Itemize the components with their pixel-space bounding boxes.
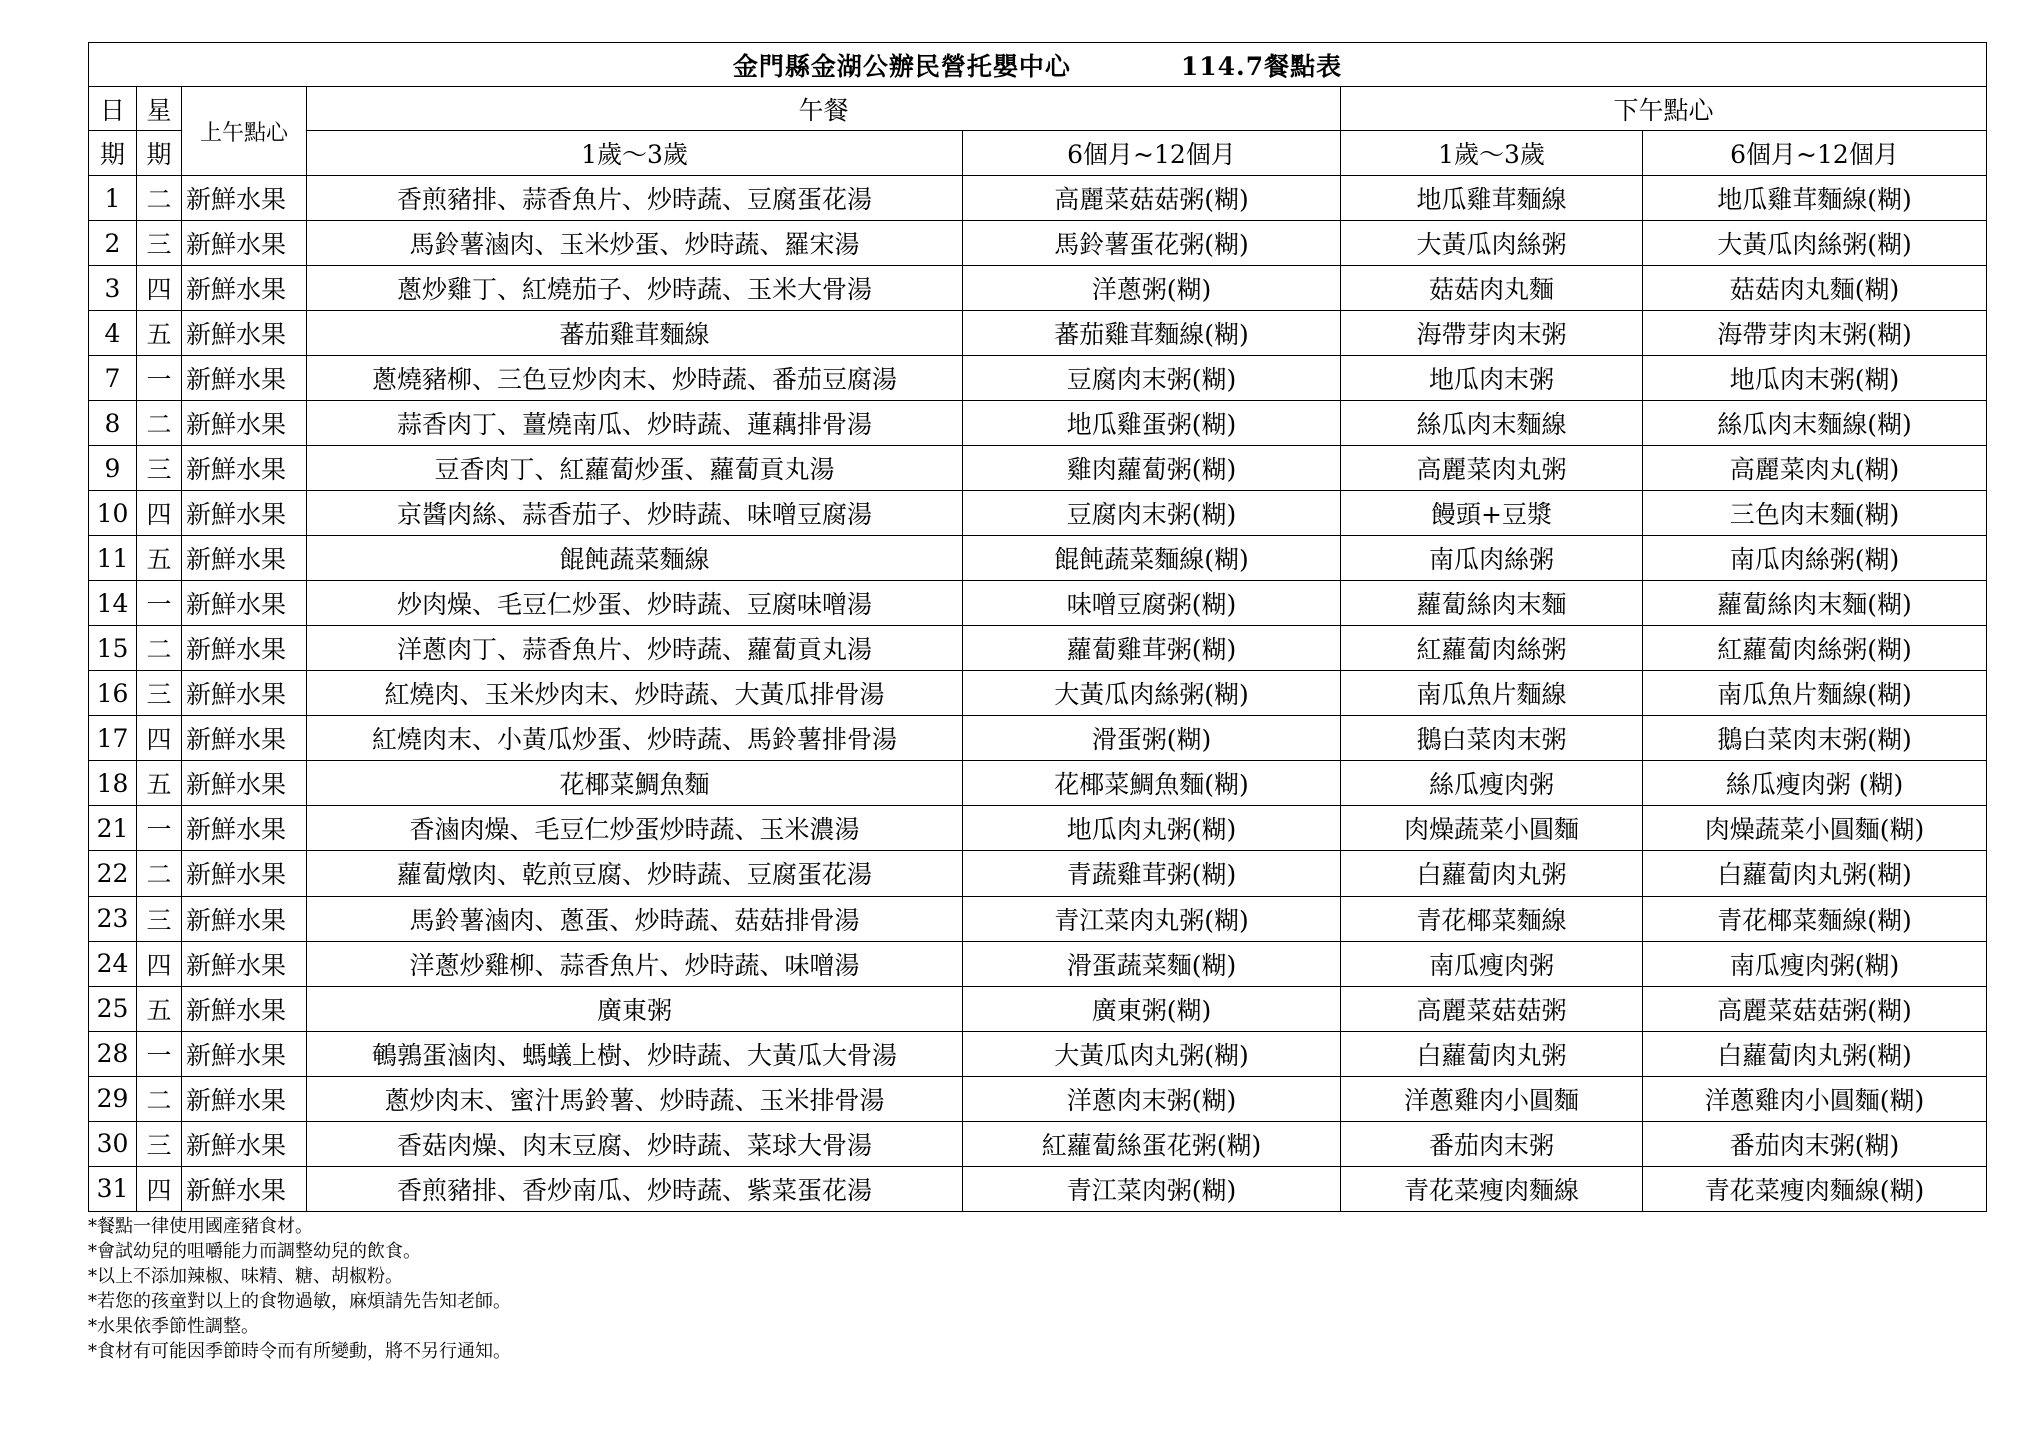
snack-1-3-cell: 蘿蔔絲肉末麵 [1341, 581, 1643, 626]
lunch-header: 午餐 [307, 87, 1341, 131]
lunch-6-12-cell: 洋蔥肉末粥(糊) [963, 1076, 1341, 1121]
day-header-bottom: 期 [89, 131, 137, 176]
snack-1-3-cell: 地瓜雞茸麵線 [1341, 176, 1643, 221]
morning-snack-cell: 新鮮水果 [182, 941, 307, 986]
lunch-1-3-cell: 廣東粥 [307, 986, 963, 1031]
day-cell: 18 [89, 761, 137, 806]
morning-snack-cell: 新鮮水果 [182, 491, 307, 536]
weekday-cell: 四 [137, 941, 182, 986]
lunch-age-1-3-header: 1歲～3歲 [307, 131, 963, 176]
table-row [89, 311, 1987, 356]
day-cell: 9 [89, 446, 137, 491]
weekday-cell: 四 [137, 266, 182, 311]
lunch-6-12-cell: 青江菜肉粥(糊) [963, 1166, 1341, 1211]
morning-snack-cell: 新鮮水果 [182, 986, 307, 1031]
weekday-cell: 三 [137, 221, 182, 266]
snack-6-12-cell: 白蘿蔔肉丸粥(糊) [1643, 851, 1987, 896]
lunch-6-12-cell: 馬鈴薯蛋花粥(糊) [963, 221, 1341, 266]
snack-6-12-cell: 蘿蔔絲肉末麵(糊) [1643, 581, 1987, 626]
lunch-age-6-12-header: 6個月~12個月 [963, 131, 1341, 176]
snack-1-3-cell: 青花菜瘦肉麵線 [1341, 1166, 1643, 1211]
snack-6-12-cell: 海帶芽肉末粥(糊) [1643, 311, 1987, 356]
day-cell: 11 [89, 536, 137, 581]
lunch-1-3-cell: 豆香肉丁、紅蘿蔔炒蛋、蘿蔔貢丸湯 [307, 446, 963, 491]
lunch-6-12-cell: 大黃瓜肉丸粥(糊) [963, 1031, 1341, 1076]
day-cell: 10 [89, 491, 137, 536]
weekday-cell: 一 [137, 581, 182, 626]
lunch-6-12-cell: 雞肉蘿蔔粥(糊) [963, 446, 1341, 491]
table-row [89, 941, 1987, 986]
snack-6-12-cell: 肉燥蔬菜小圓麵(糊) [1643, 806, 1987, 851]
snack-age-6-12-header: 6個月~12個月 [1643, 131, 1987, 176]
lunch-1-3-cell: 餛飩蔬菜麵線 [307, 536, 963, 581]
morning-snack-cell: 新鮮水果 [182, 176, 307, 221]
table-row [89, 491, 1987, 536]
morning-snack-cell: 新鮮水果 [182, 716, 307, 761]
table-row [89, 626, 1987, 671]
morning-snack-cell: 新鮮水果 [182, 311, 307, 356]
morning-snack-cell: 新鮮水果 [182, 671, 307, 716]
snack-1-3-cell: 菇菇肉丸麵 [1341, 266, 1643, 311]
day-cell: 15 [89, 626, 137, 671]
weekday-cell: 二 [137, 851, 182, 896]
lunch-6-12-cell: 青蔬雞茸粥(糊) [963, 851, 1341, 896]
table-row [89, 1076, 1987, 1121]
snack-1-3-cell: 南瓜魚片麵線 [1341, 671, 1643, 716]
meal-rows [89, 176, 1987, 1212]
snack-1-3-cell: 地瓜肉末粥 [1341, 356, 1643, 401]
day-cell: 17 [89, 716, 137, 761]
morning-snack-cell: 新鮮水果 [182, 536, 307, 581]
morning-snack-cell: 新鮮水果 [182, 266, 307, 311]
table-row [89, 176, 1987, 221]
lunch-6-12-cell: 花椰菜鯛魚麵(糊) [963, 761, 1341, 806]
table-row [89, 1166, 1987, 1211]
snack-1-3-cell: 洋蔥雞肉小圓麵 [1341, 1076, 1643, 1121]
weekday-cell: 二 [137, 176, 182, 221]
lunch-1-3-cell: 紅燒肉、玉米炒肉末、炒時蔬、大黃瓜排骨湯 [307, 671, 963, 716]
morning-snack-cell: 新鮮水果 [182, 761, 307, 806]
snack-1-3-cell: 肉燥蔬菜小圓麵 [1341, 806, 1643, 851]
day-cell: 29 [89, 1076, 137, 1121]
snack-6-12-cell: 菇菇肉丸麵(糊) [1643, 266, 1987, 311]
snack-6-12-cell: 南瓜魚片麵線(糊) [1643, 671, 1987, 716]
lunch-1-3-cell: 紅燒肉末、小黃瓜炒蛋、炒時蔬、馬鈴薯排骨湯 [307, 716, 963, 761]
meal-schedule-table [88, 42, 1987, 1212]
snack-1-3-cell: 絲瓜瘦肉粥 [1341, 761, 1643, 806]
day-cell: 16 [89, 671, 137, 716]
morning-snack-cell: 新鮮水果 [182, 1166, 307, 1211]
lunch-6-12-cell: 地瓜雞蛋粥(糊) [963, 401, 1341, 446]
weekday-cell: 四 [137, 716, 182, 761]
morning-snack-cell: 新鮮水果 [182, 581, 307, 626]
lunch-6-12-cell: 青江菜肉丸粥(糊) [963, 896, 1341, 941]
lunch-1-3-cell: 蒜香肉丁、薑燒南瓜、炒時蔬、蓮藕排骨湯 [307, 401, 963, 446]
lunch-1-3-cell: 香煎豬排、香炒南瓜、炒時蔬、紫菜蛋花湯 [307, 1166, 963, 1211]
lunch-6-12-cell: 蘿蔔雞茸粥(糊) [963, 626, 1341, 671]
snack-1-3-cell: 饅頭+豆漿 [1341, 491, 1643, 536]
note-item: *食材有可能因季節時令而有所變動，將不另行通知。 [88, 1341, 511, 1362]
day-cell: 4 [89, 311, 137, 356]
table-row [89, 761, 1987, 806]
day-cell: 24 [89, 941, 137, 986]
snack-1-3-cell: 紅蘿蔔肉絲粥 [1341, 626, 1643, 671]
snack-6-12-cell: 南瓜瘦肉粥(糊) [1643, 941, 1987, 986]
weekday-cell: 二 [137, 401, 182, 446]
menu-period: 114.7餐點表 [1180, 51, 1343, 81]
lunch-1-3-cell: 蘿蔔燉肉、乾煎豆腐、炒時蔬、豆腐蛋花湯 [307, 851, 963, 896]
snack-6-12-cell: 南瓜肉絲粥(糊) [1643, 536, 1987, 581]
note-item: *水果依季節性調整。 [88, 1316, 259, 1337]
morning-snack-cell: 新鮮水果 [182, 446, 307, 491]
snack-6-12-cell: 地瓜雞茸麵線(糊) [1643, 176, 1987, 221]
morning-snack-cell: 新鮮水果 [182, 1121, 307, 1166]
lunch-1-3-cell: 京醬肉絲、蒜香茄子、炒時蔬、味噌豆腐湯 [307, 491, 963, 536]
table-title [89, 43, 1987, 87]
weekday-cell: 三 [137, 896, 182, 941]
snack-6-12-cell: 三色肉末麵(糊) [1643, 491, 1987, 536]
weekday-cell: 一 [137, 356, 182, 401]
table-row [89, 446, 1987, 491]
lunch-1-3-cell: 蕃茄雞茸麵線 [307, 311, 963, 356]
lunch-1-3-cell: 香煎豬排、蒜香魚片、炒時蔬、豆腐蛋花湯 [307, 176, 963, 221]
snack-1-3-cell: 白蘿蔔肉丸粥 [1341, 1031, 1643, 1076]
weekday-cell: 三 [137, 671, 182, 716]
morning-snack-cell: 新鮮水果 [182, 806, 307, 851]
snack-6-12-cell: 青花椰菜麵線(糊) [1643, 896, 1987, 941]
note-item: *餐點一律使用國產豬食材。 [88, 1216, 313, 1237]
weekday-cell: 五 [137, 986, 182, 1031]
table-row [89, 851, 1987, 896]
weekday-cell: 四 [137, 491, 182, 536]
day-header-top: 日 [89, 87, 137, 131]
table-row [89, 806, 1987, 851]
snack-6-12-cell: 洋蔥雞肉小圓麵(糊) [1643, 1076, 1987, 1121]
table-row [89, 266, 1987, 311]
day-cell: 14 [89, 581, 137, 626]
day-cell: 30 [89, 1121, 137, 1166]
day-cell: 8 [89, 401, 137, 446]
day-cell: 31 [89, 1166, 137, 1211]
morning-snack-header: 上午點心 [182, 87, 307, 176]
weekday-cell: 五 [137, 536, 182, 581]
lunch-6-12-cell: 大黃瓜肉絲粥(糊) [963, 671, 1341, 716]
table-row [89, 581, 1987, 626]
snack-1-3-cell: 南瓜肉絲粥 [1341, 536, 1643, 581]
snack-1-3-cell: 青花椰菜麵線 [1341, 896, 1643, 941]
snack-age-1-3-header: 1歲～3歲 [1341, 131, 1643, 176]
snack-1-3-cell: 高麗菜菇菇粥 [1341, 986, 1643, 1031]
table-row [89, 221, 1987, 266]
day-cell: 22 [89, 851, 137, 896]
weekday-cell: 五 [137, 761, 182, 806]
lunch-6-12-cell: 豆腐肉末粥(糊) [963, 491, 1341, 536]
lunch-1-3-cell: 馬鈴薯滷肉、蔥蛋、炒時蔬、菇菇排骨湯 [307, 896, 963, 941]
snack-1-3-cell: 大黃瓜肉絲粥 [1341, 221, 1643, 266]
day-cell: 21 [89, 806, 137, 851]
snack-1-3-cell: 鵝白菜肉末粥 [1341, 716, 1643, 761]
center-name: 金門縣金湖公辦民營托嬰中心 [732, 51, 1071, 81]
morning-snack-cell: 新鮮水果 [182, 626, 307, 671]
notes-section [88, 1214, 511, 1364]
morning-snack-cell: 新鮮水果 [182, 401, 307, 446]
snack-1-3-cell: 白蘿蔔肉丸粥 [1341, 851, 1643, 896]
snack-6-12-cell: 大黃瓜肉絲粥(糊) [1643, 221, 1987, 266]
day-cell: 23 [89, 896, 137, 941]
table-row [89, 401, 1987, 446]
snack-1-3-cell: 絲瓜肉末麵線 [1341, 401, 1643, 446]
morning-snack-cell: 新鮮水果 [182, 356, 307, 401]
lunch-1-3-cell: 炒肉燥、毛豆仁炒蛋、炒時蔬、豆腐味噌湯 [307, 581, 963, 626]
weekday-header-bottom: 期 [137, 131, 182, 176]
snack-6-12-cell: 地瓜肉末粥(糊) [1643, 356, 1987, 401]
weekday-header-top: 星 [137, 87, 182, 131]
table-row [89, 356, 1987, 401]
lunch-6-12-cell: 滑蛋蔬菜麵(糊) [963, 941, 1341, 986]
snack-1-3-cell: 高麗菜肉丸粥 [1341, 446, 1643, 491]
lunch-1-3-cell: 馬鈴薯滷肉、玉米炒蛋、炒時蔬、羅宋湯 [307, 221, 963, 266]
snack-1-3-cell: 番茄肉末粥 [1341, 1121, 1643, 1166]
lunch-1-3-cell: 蔥炒肉末、蜜汁馬鈴薯、炒時蔬、玉米排骨湯 [307, 1076, 963, 1121]
weekday-cell: 二 [137, 1076, 182, 1121]
day-cell: 7 [89, 356, 137, 401]
table-row [89, 1031, 1987, 1076]
lunch-6-12-cell: 紅蘿蔔絲蛋花粥(糊) [963, 1121, 1341, 1166]
lunch-6-12-cell: 高麗菜菇菇粥(糊) [963, 176, 1341, 221]
table-row [89, 986, 1987, 1031]
note-item: *若您的孩童對以上的食物過敏，麻煩請先告知老師。 [88, 1291, 511, 1312]
snack-6-12-cell: 絲瓜肉末麵線(糊) [1643, 401, 1987, 446]
lunch-1-3-cell: 花椰菜鯛魚麵 [307, 761, 963, 806]
morning-snack-cell: 新鮮水果 [182, 1076, 307, 1121]
table-row [89, 1121, 1987, 1166]
lunch-6-12-cell: 味噌豆腐粥(糊) [963, 581, 1341, 626]
lunch-6-12-cell: 餛飩蔬菜麵線(糊) [963, 536, 1341, 581]
day-cell: 2 [89, 221, 137, 266]
lunch-1-3-cell: 鵪鶉蛋滷肉、螞蟻上樹、炒時蔬、大黃瓜大骨湯 [307, 1031, 963, 1076]
snack-1-3-cell: 南瓜瘦肉粥 [1341, 941, 1643, 986]
snack-6-12-cell: 紅蘿蔔肉絲粥(糊) [1643, 626, 1987, 671]
lunch-1-3-cell: 洋蔥炒雞柳、蒜香魚片、炒時蔬、味噌湯 [307, 941, 963, 986]
day-cell: 1 [89, 176, 137, 221]
table-row [89, 716, 1987, 761]
weekday-cell: 三 [137, 446, 182, 491]
snack-6-12-cell: 白蘿蔔肉丸粥(糊) [1643, 1031, 1987, 1076]
snack-6-12-cell: 高麗菜菇菇粥(糊) [1643, 986, 1987, 1031]
lunch-1-3-cell: 香菇肉燥、肉末豆腐、炒時蔬、菜球大骨湯 [307, 1121, 963, 1166]
table-row [89, 536, 1987, 581]
lunch-6-12-cell: 蕃茄雞茸麵線(糊) [963, 311, 1341, 356]
day-cell: 25 [89, 986, 137, 1031]
snack-1-3-cell: 海帶芽肉末粥 [1341, 311, 1643, 356]
snack-6-12-cell: 鵝白菜肉末粥(糊) [1643, 716, 1987, 761]
lunch-6-12-cell: 豆腐肉末粥(糊) [963, 356, 1341, 401]
weekday-cell: 一 [137, 1031, 182, 1076]
day-cell: 3 [89, 266, 137, 311]
morning-snack-cell: 新鮮水果 [182, 851, 307, 896]
morning-snack-cell: 新鮮水果 [182, 896, 307, 941]
lunch-6-12-cell: 廣東粥(糊) [963, 986, 1341, 1031]
note-item: *會試幼兒的咀嚼能力而調整幼兒的飲食。 [88, 1241, 421, 1262]
snack-6-12-cell: 番茄肉末粥(糊) [1643, 1121, 1987, 1166]
morning-snack-cell: 新鮮水果 [182, 221, 307, 266]
table-row [89, 671, 1987, 716]
lunch-1-3-cell: 洋蔥肉丁、蒜香魚片、炒時蔬、蘿蔔貢丸湯 [307, 626, 963, 671]
weekday-cell: 二 [137, 626, 182, 671]
lunch-6-12-cell: 洋蔥粥(糊) [963, 266, 1341, 311]
lunch-1-3-cell: 蔥炒雞丁、紅燒茄子、炒時蔬、玉米大骨湯 [307, 266, 963, 311]
note-item: *以上不添加辣椒、味精、糖、胡椒粉。 [88, 1266, 403, 1287]
morning-snack-cell: 新鮮水果 [182, 1031, 307, 1076]
weekday-cell: 一 [137, 806, 182, 851]
day-cell: 28 [89, 1031, 137, 1076]
lunch-6-12-cell: 地瓜肉丸粥(糊) [963, 806, 1341, 851]
lunch-1-3-cell: 香滷肉燥、毛豆仁炒蛋炒時蔬、玉米濃湯 [307, 806, 963, 851]
snack-6-12-cell: 青花菜瘦肉麵線(糊) [1643, 1166, 1987, 1211]
snack-6-12-cell: 高麗菜肉丸(糊) [1643, 446, 1987, 491]
table-row [89, 896, 1987, 941]
weekday-cell: 五 [137, 311, 182, 356]
weekday-cell: 三 [137, 1121, 182, 1166]
snack-6-12-cell: 絲瓜瘦肉粥 (糊) [1643, 761, 1987, 806]
lunch-1-3-cell: 蔥燒豬柳、三色豆炒肉末、炒時蔬、番茄豆腐湯 [307, 356, 963, 401]
lunch-6-12-cell: 滑蛋粥(糊) [963, 716, 1341, 761]
weekday-cell: 四 [137, 1166, 182, 1211]
afternoon-snack-header: 下午點心 [1341, 87, 1987, 131]
